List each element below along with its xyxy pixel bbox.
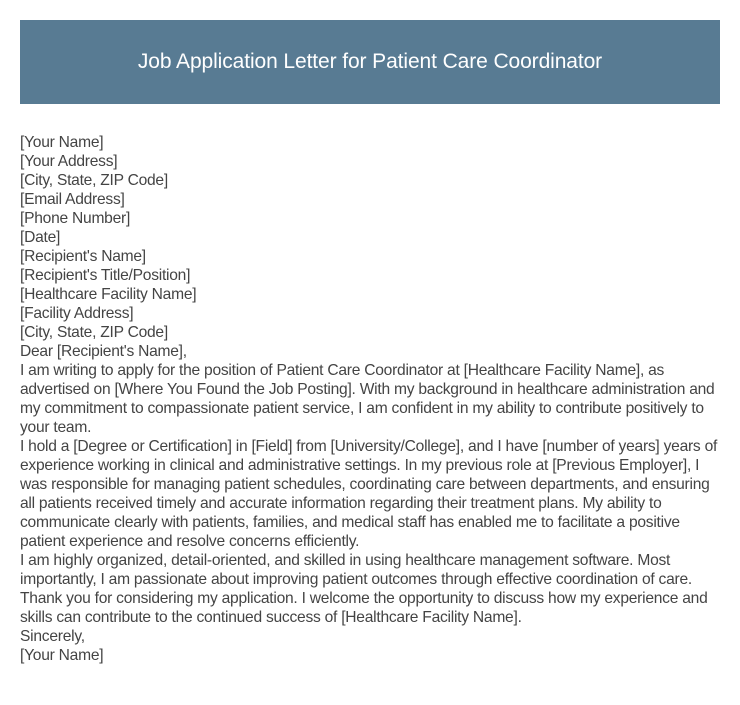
paragraph-experience: I hold a [Degree or Certification] in [Field] from [University/College], and I have [number of years] years of experience working in clinical and administrative settings. In my previous role at [Previous Employer], I was responsible for managing patient schedules, coordinating care between departments, and ensuring all patients received timely and accurate information regarding their treatment plans. My ability to communicate clearly with patients, families, and medical staff has enabled me to facilitate a positive patient experience and resolve concerns efficiently.	[20, 438, 718, 550]
sender-city-state-zip: [City, State, ZIP Code]	[20, 172, 168, 189]
paragraph-thanks: Thank you for considering my application. I welcome the opportunity to discuss how my experience and skills can contribute to the continued success of [Healthcare Facility Name].	[20, 590, 708, 626]
paragraph-skills: I am highly organized, detail-oriented, and skilled in using healthcare management software. Most importantly, I am passionate about improving patient outcomes through effective coordination of care.	[20, 552, 692, 588]
recipient-city-state-zip: [City, State, ZIP Code]	[20, 324, 168, 341]
signature: [Your Name]	[20, 647, 104, 664]
letter-body	[20, 133, 725, 665]
recipient-name: [Recipient's Name]	[20, 248, 146, 265]
recipient-title: [Recipient's Title/Position]	[20, 267, 191, 284]
letter-date: [Date]	[20, 229, 61, 246]
sender-phone: [Phone Number]	[20, 210, 131, 227]
recipient-address: [Facility Address]	[20, 305, 134, 322]
closing: Sincerely,	[20, 628, 85, 645]
title-banner	[20, 20, 720, 104]
paragraph-intro: I am writing to apply for the position of Patient Care Coordinator at [Healthcare Facility Name], as advertised on [Where You Found the Job Posting]. With my background in healthcare administration and my commitment to compassionate patient service, I am confident in my ability to contribute positively to your team.	[20, 362, 715, 436]
sender-name: [Your Name]	[20, 134, 104, 151]
salutation: Dear [Recipient's Name],	[20, 343, 187, 360]
sender-email: [Email Address]	[20, 191, 125, 208]
page-title: Job Application Letter for Patient Care Coordinator	[137, 50, 603, 73]
recipient-facility: [Healthcare Facility Name]	[20, 286, 197, 303]
sender-address: [Your Address]	[20, 153, 118, 170]
